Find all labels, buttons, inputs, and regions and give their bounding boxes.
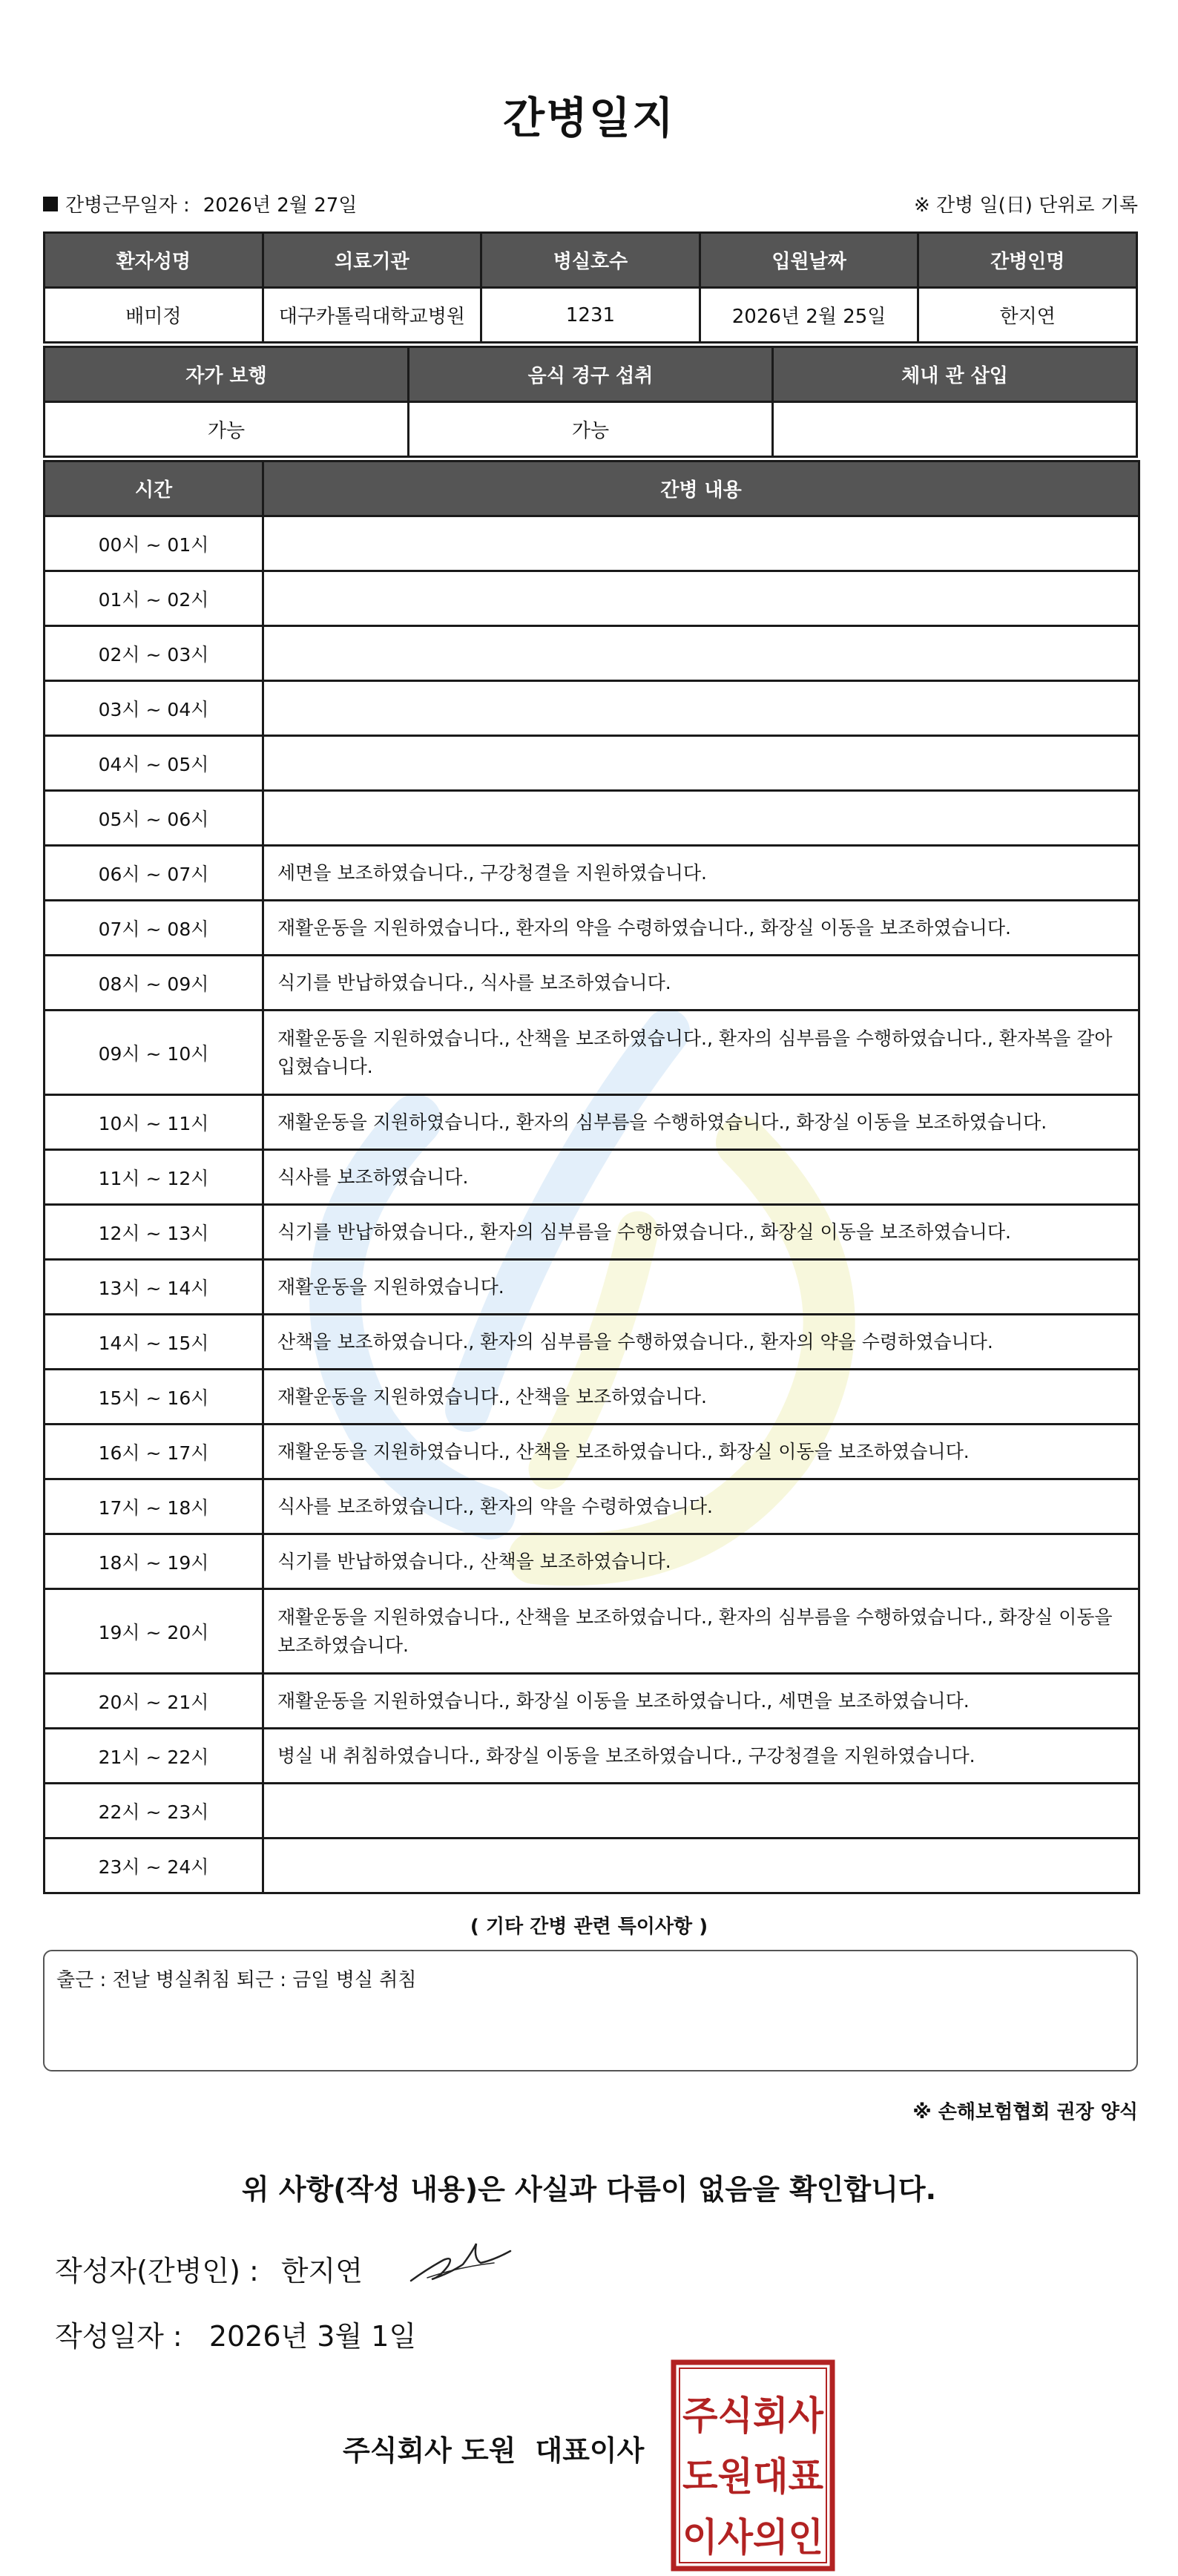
row-time: 06시 ~ 07시 — [45, 846, 263, 901]
table-row — [45, 1729, 1139, 1784]
row-time: 09시 ~ 10시 — [45, 1011, 263, 1095]
table-row — [45, 1534, 1139, 1589]
row-care-content: 재활운동을 지원하였습니다., 환자의 약을 수령하였습니다., 화장실 이동을 보조하였습니다. — [263, 901, 1139, 956]
row-care-content: 식기를 반납하였습니다., 식사를 보조하였습니다. — [263, 956, 1139, 1011]
row-time: 21시 ~ 22시 — [45, 1729, 263, 1784]
table-row — [45, 1150, 1139, 1205]
writer-name: 한지연 — [280, 2255, 363, 2287]
table-row — [45, 1674, 1139, 1729]
care-log-table — [43, 460, 1140, 1894]
caregiver-name: 한지연 — [918, 288, 1137, 343]
tube-insertion-value — [773, 402, 1137, 457]
row-care-content: 식기를 반납하였습니다., 환자의 심부름을 수행하였습니다., 화장실 이동을 보조하였습니다. — [263, 1205, 1139, 1260]
row-time: 02시 ~ 03시 — [45, 626, 263, 681]
table-row — [45, 901, 1139, 956]
row-time: 15시 ~ 16시 — [45, 1370, 263, 1425]
row-time: 23시 ~ 24시 — [45, 1839, 263, 1893]
table-row — [45, 846, 1139, 901]
table-row — [45, 571, 1139, 626]
written-date-line — [55, 2313, 416, 2354]
header-oral-intake: 음식 경구 섭취 — [409, 347, 773, 402]
row-care-content: 식기를 반납하였습니다., 산책을 보조하였습니다. — [263, 1534, 1139, 1589]
notes-content: 출근 : 전날 병실취침 퇴근 : 금일 병실 취침 — [56, 1969, 417, 1991]
page-title: 간병일지 — [502, 93, 676, 143]
row-care-content — [263, 736, 1139, 791]
patient-status-table — [43, 346, 1138, 458]
header-patient-name: 환자성명 — [45, 233, 263, 288]
company-line — [343, 2428, 644, 2468]
table-row — [45, 1095, 1139, 1150]
row-care-content: 재활운동을 지원하였습니다., 산책을 보조하였습니다., 환자의 심부름을 수행하였습니다., 화장실 이동을 보조하였습니다. — [263, 1589, 1139, 1674]
table-row — [45, 1839, 1139, 1893]
row-care-content — [263, 681, 1139, 736]
row-time: 12시 ~ 13시 — [45, 1205, 263, 1260]
row-time: 16시 ~ 17시 — [45, 1425, 263, 1479]
row-care-content — [263, 1839, 1139, 1893]
table-row — [45, 1205, 1139, 1260]
row-care-content — [263, 791, 1139, 846]
row-time: 05시 ~ 06시 — [45, 791, 263, 846]
row-time: 17시 ~ 18시 — [45, 1479, 263, 1534]
table-row — [45, 736, 1139, 791]
table-row — [45, 1589, 1139, 1674]
signature-image — [405, 2230, 516, 2290]
row-time: 10시 ~ 11시 — [45, 1095, 263, 1150]
work-date-value: 2026년 2월 27일 — [203, 194, 358, 217]
header-time: 시간 — [45, 461, 263, 516]
row-care-content — [263, 516, 1139, 571]
writer-line — [55, 2248, 363, 2289]
row-care-content: 식사를 보조하였습니다. — [263, 1150, 1139, 1205]
notes-box — [43, 1950, 1138, 2071]
admission-date: 2026년 2월 25일 — [700, 288, 918, 343]
svg-text:이사의인: 이사의인 — [682, 2516, 823, 2560]
table-row — [45, 1011, 1139, 1095]
row-care-content: 세면을 보조하였습니다., 구강청결을 지원하였습니다. — [263, 846, 1139, 901]
row-care-content — [263, 571, 1139, 626]
written-date-label: 작성일자 : — [55, 2320, 182, 2353]
row-time: 11시 ~ 12시 — [45, 1150, 263, 1205]
row-time: 14시 ~ 15시 — [45, 1315, 263, 1370]
hospital-name: 대구카톨릭대학교병원 — [263, 288, 481, 343]
row-time: 00시 ~ 01시 — [45, 516, 263, 571]
self-walking-value: 가능 — [45, 402, 409, 457]
oral-intake-value: 가능 — [409, 402, 773, 457]
table-row — [45, 1784, 1139, 1839]
header-admission-date: 입원날짜 — [700, 233, 918, 288]
row-care-content: 식사를 보조하였습니다., 환자의 약을 수령하였습니다. — [263, 1479, 1139, 1534]
row-time: 18시 ~ 19시 — [45, 1534, 263, 1589]
row-care-content: 병실 내 취침하였습니다., 화장실 이동을 보조하였습니다., 구강청결을 지원하였습니다. — [263, 1729, 1139, 1784]
row-time: 22시 ~ 23시 — [45, 1784, 263, 1839]
square-bullet-icon — [43, 197, 58, 211]
svg-text:주식회사: 주식회사 — [682, 2394, 824, 2439]
row-time: 07시 ~ 08시 — [45, 901, 263, 956]
company-title: 대표이사 — [535, 2434, 645, 2467]
row-care-content: 재활운동을 지원하였습니다., 산책을 보조하였습니다., 화장실 이동을 보조하였습니다. — [263, 1425, 1139, 1479]
writer-label: 작성자(간병인) : — [55, 2255, 259, 2287]
patient-name: 배미정 — [45, 288, 263, 343]
row-care-content: 산책을 보조하였습니다., 환자의 심부름을 수행하였습니다., 환자의 약을 수령하였습니다. — [263, 1315, 1139, 1370]
header-self-walking: 자가 보행 — [45, 347, 409, 402]
table-row — [45, 1479, 1139, 1534]
room-number: 1231 — [481, 288, 700, 343]
row-care-content: 재활운동을 지원하였습니다., 화장실 이동을 보조하였습니다., 세면을 보조하였습니다. — [263, 1674, 1139, 1729]
svg-text:도원대표: 도원대표 — [682, 2455, 823, 2500]
table-row — [45, 1260, 1139, 1315]
row-care-content: 재활운동을 지원하였습니다., 산책을 보조하였습니다., 환자의 심부름을 수행하였습니다., 환자복을 갈아입혔습니다. — [263, 1011, 1139, 1095]
header-care-content: 간병 내용 — [263, 461, 1139, 516]
table-row — [45, 626, 1139, 681]
daily-record-note: ※ 간병 일(日) 단위로 기록 — [913, 194, 1138, 217]
row-care-content: 재활운동을 지원하였습니다. — [263, 1260, 1139, 1315]
work-date-line — [43, 190, 1138, 220]
company-seal-stamp — [669, 2358, 837, 2573]
header-room-number: 병실호수 — [481, 233, 700, 288]
row-care-content: 재활운동을 지원하였습니다., 환자의 심부름을 수행하였습니다., 화장실 이동을 보조하였습니다. — [263, 1095, 1139, 1150]
table-row — [45, 1370, 1139, 1425]
company-name: 주식회사 도원 — [343, 2434, 516, 2467]
table-row — [45, 516, 1139, 571]
patient-info-table — [43, 231, 1138, 344]
table-row — [45, 956, 1139, 1011]
row-care-content: 재활운동을 지원하였습니다., 산책을 보조하였습니다. — [263, 1370, 1139, 1425]
recommend-note: ※ 손해보험협회 권장 양식 — [912, 2101, 1138, 2123]
row-time: 19시 ~ 20시 — [45, 1589, 263, 1674]
row-time: 04시 ~ 05시 — [45, 736, 263, 791]
header-hospital: 의료기관 — [263, 233, 481, 288]
table-row — [45, 681, 1139, 736]
header-tube-insertion: 체내 관 삽입 — [773, 347, 1137, 402]
row-care-content — [263, 1784, 1139, 1839]
row-time: 08시 ~ 09시 — [45, 956, 263, 1011]
notes-title: ( 기타 간병 관련 특이사항 ) — [470, 1916, 708, 1938]
row-care-content — [263, 626, 1139, 681]
table-row — [45, 1425, 1139, 1479]
row-time: 13시 ~ 14시 — [45, 1260, 263, 1315]
work-date-label: 간병근무일자 : — [65, 194, 190, 217]
confirm-statement: 위 사항(작성 내용)은 사실과 다름이 없음을 확인합니다. — [241, 2173, 937, 2206]
written-date-value: 2026년 3월 1일 — [208, 2320, 417, 2353]
table-row — [45, 1315, 1139, 1370]
row-time: 20시 ~ 21시 — [45, 1674, 263, 1729]
row-time: 03시 ~ 04시 — [45, 681, 263, 736]
header-caregiver-name: 간병인명 — [918, 233, 1137, 288]
table-row — [45, 791, 1139, 846]
row-time: 01시 ~ 02시 — [45, 571, 263, 626]
